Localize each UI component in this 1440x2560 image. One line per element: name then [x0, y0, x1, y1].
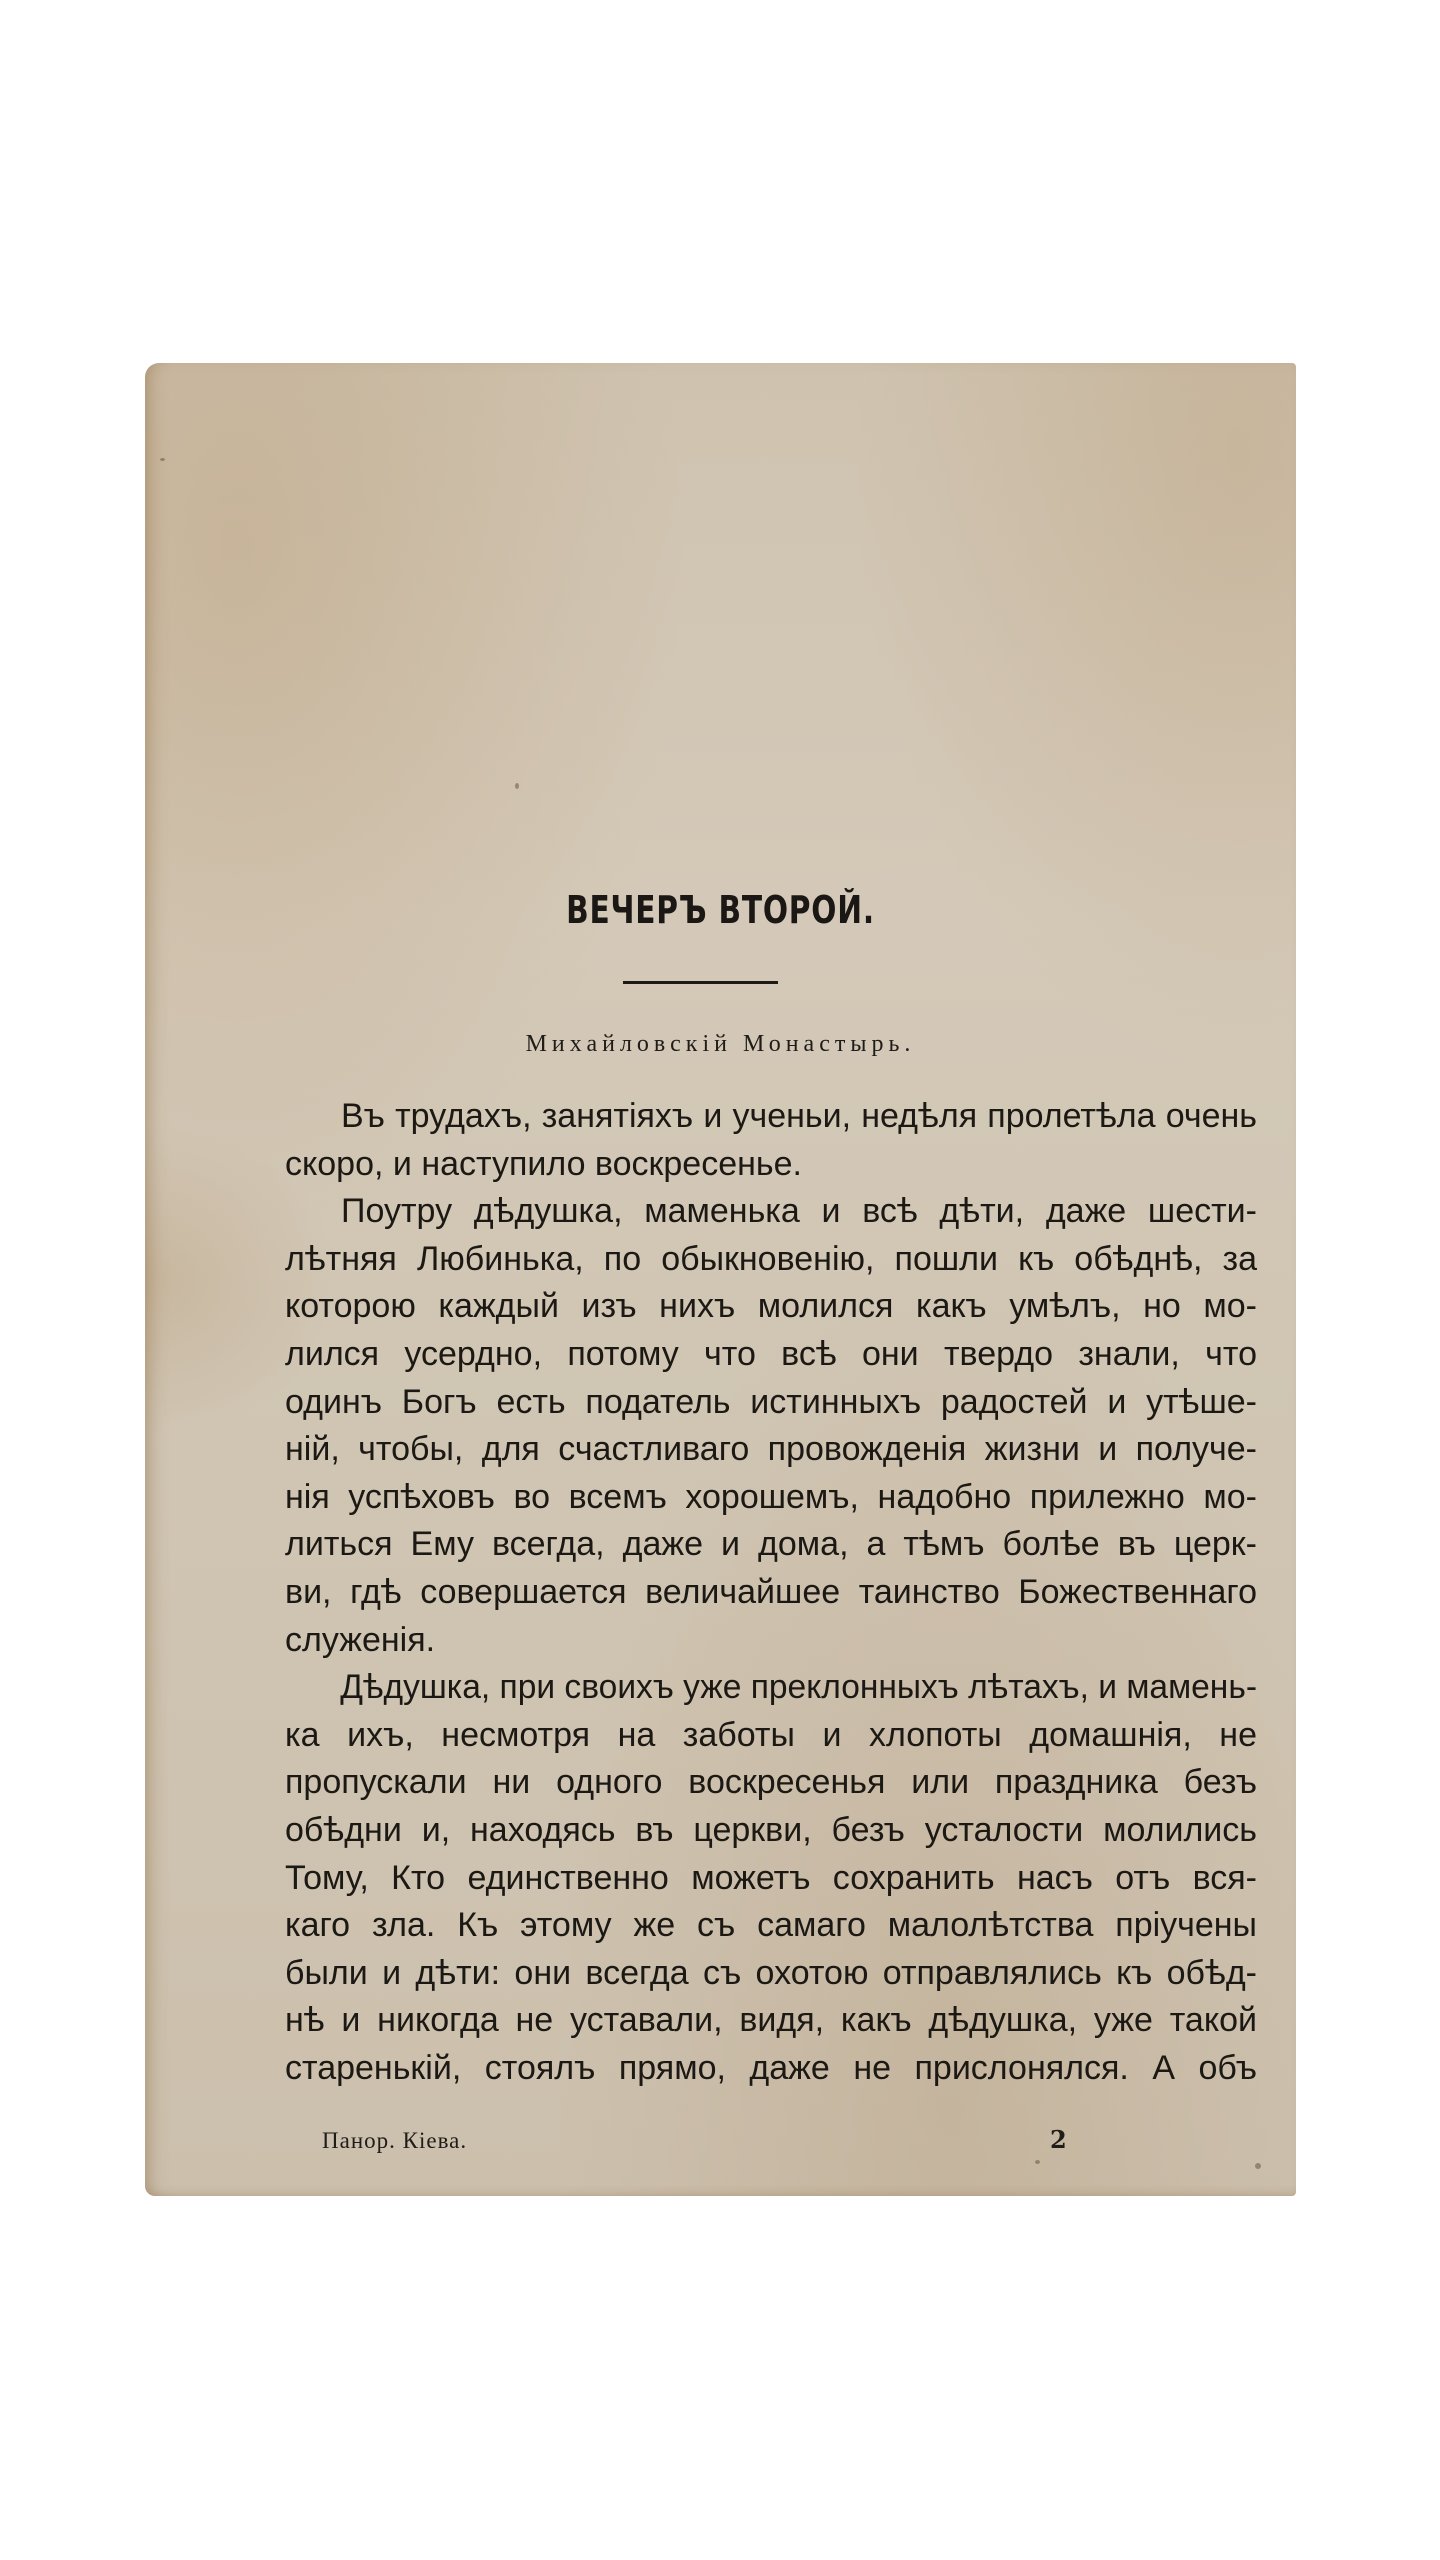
- text-line: Тому, Кто единственно можетъ сохранить насъ отъ вся-: [285, 1858, 1257, 1897]
- text-line: нія успѣховъ во всемъ хорошемъ, надобно прилежно мо-: [285, 1477, 1257, 1516]
- signature-mark: Панор. Кіева.: [322, 2128, 468, 2153]
- text-line: ка ихъ, несмотря на заботы и хлопоты домашнія, не: [285, 1715, 1257, 1754]
- sheet-number: 2: [1050, 2125, 1067, 2154]
- text-line: были и дѣти: они всегда съ охотою отправлялись къ обѣд-: [285, 1953, 1257, 1992]
- text-line: лился усердно, потому что всѣ они твердо знали, что: [285, 1334, 1257, 1373]
- text-line: литься Ему всегда, даже и дома, а тѣмъ болѣе въ церк-: [285, 1525, 1257, 1564]
- text-line: скоро, и наступило воскресенье.: [285, 1144, 802, 1183]
- text-line: которою каждый изъ нихъ молился какъ умѣлъ, но мо-: [285, 1287, 1257, 1326]
- text-line: каго зла. Къ этому же съ самаго малолѣтства пріучены: [285, 1906, 1257, 1945]
- text-line: ви, гдѣ совершается величайшее таинство Божественнаго: [285, 1572, 1257, 1611]
- paper-speck: [160, 458, 165, 461]
- body-text: [285, 1093, 1257, 2092]
- paper-speck: [515, 783, 519, 789]
- text-line: нѣ и никогда не уставали, видя, какъ дѣдушка, уже такой: [285, 2001, 1257, 2040]
- text-line: одинъ Богъ есть податель истинныхъ радостей и утѣше-: [285, 1382, 1257, 1421]
- text-line: служенія.: [285, 1620, 436, 1659]
- text-line: ній, чтобы, для счастливаго провожденія жизни и получе-: [285, 1430, 1257, 1469]
- chapter-subtitle: Михайловскій Монастырь.: [525, 1031, 916, 1057]
- text-line: Дѣдушка, при своихъ уже преклонныхъ лѣтахъ, и мамень-: [340, 1668, 1257, 1707]
- chapter-title: ВЕЧЕРЪ ВТОРОЙ.: [566, 888, 875, 932]
- text-line: пропускали ни одного воскресенья или праздника безъ: [285, 1763, 1257, 1802]
- text-line: обѣдни и, находясь въ церкви, безъ усталости молились: [285, 1810, 1257, 1849]
- title-divider: [623, 981, 778, 984]
- paper-speck: [1255, 2163, 1261, 2169]
- text-line: Поутру дѣдушка, маменька и всѣ дѣти, даже шести-: [341, 1192, 1257, 1231]
- paper-speck: [1035, 2160, 1040, 2164]
- text-line: Въ трудахъ, занятіяхъ и ученьи, недѣля пролетѣла очень: [341, 1097, 1257, 1135]
- book-page: [145, 363, 1296, 2196]
- text-line: лѣтняя Любинька, по обыкновенію, пошли къ обѣднѣ, за: [285, 1239, 1257, 1278]
- text-line: старенькій, стоялъ прямо, даже не прислонялся. А объ: [285, 2048, 1257, 2087]
